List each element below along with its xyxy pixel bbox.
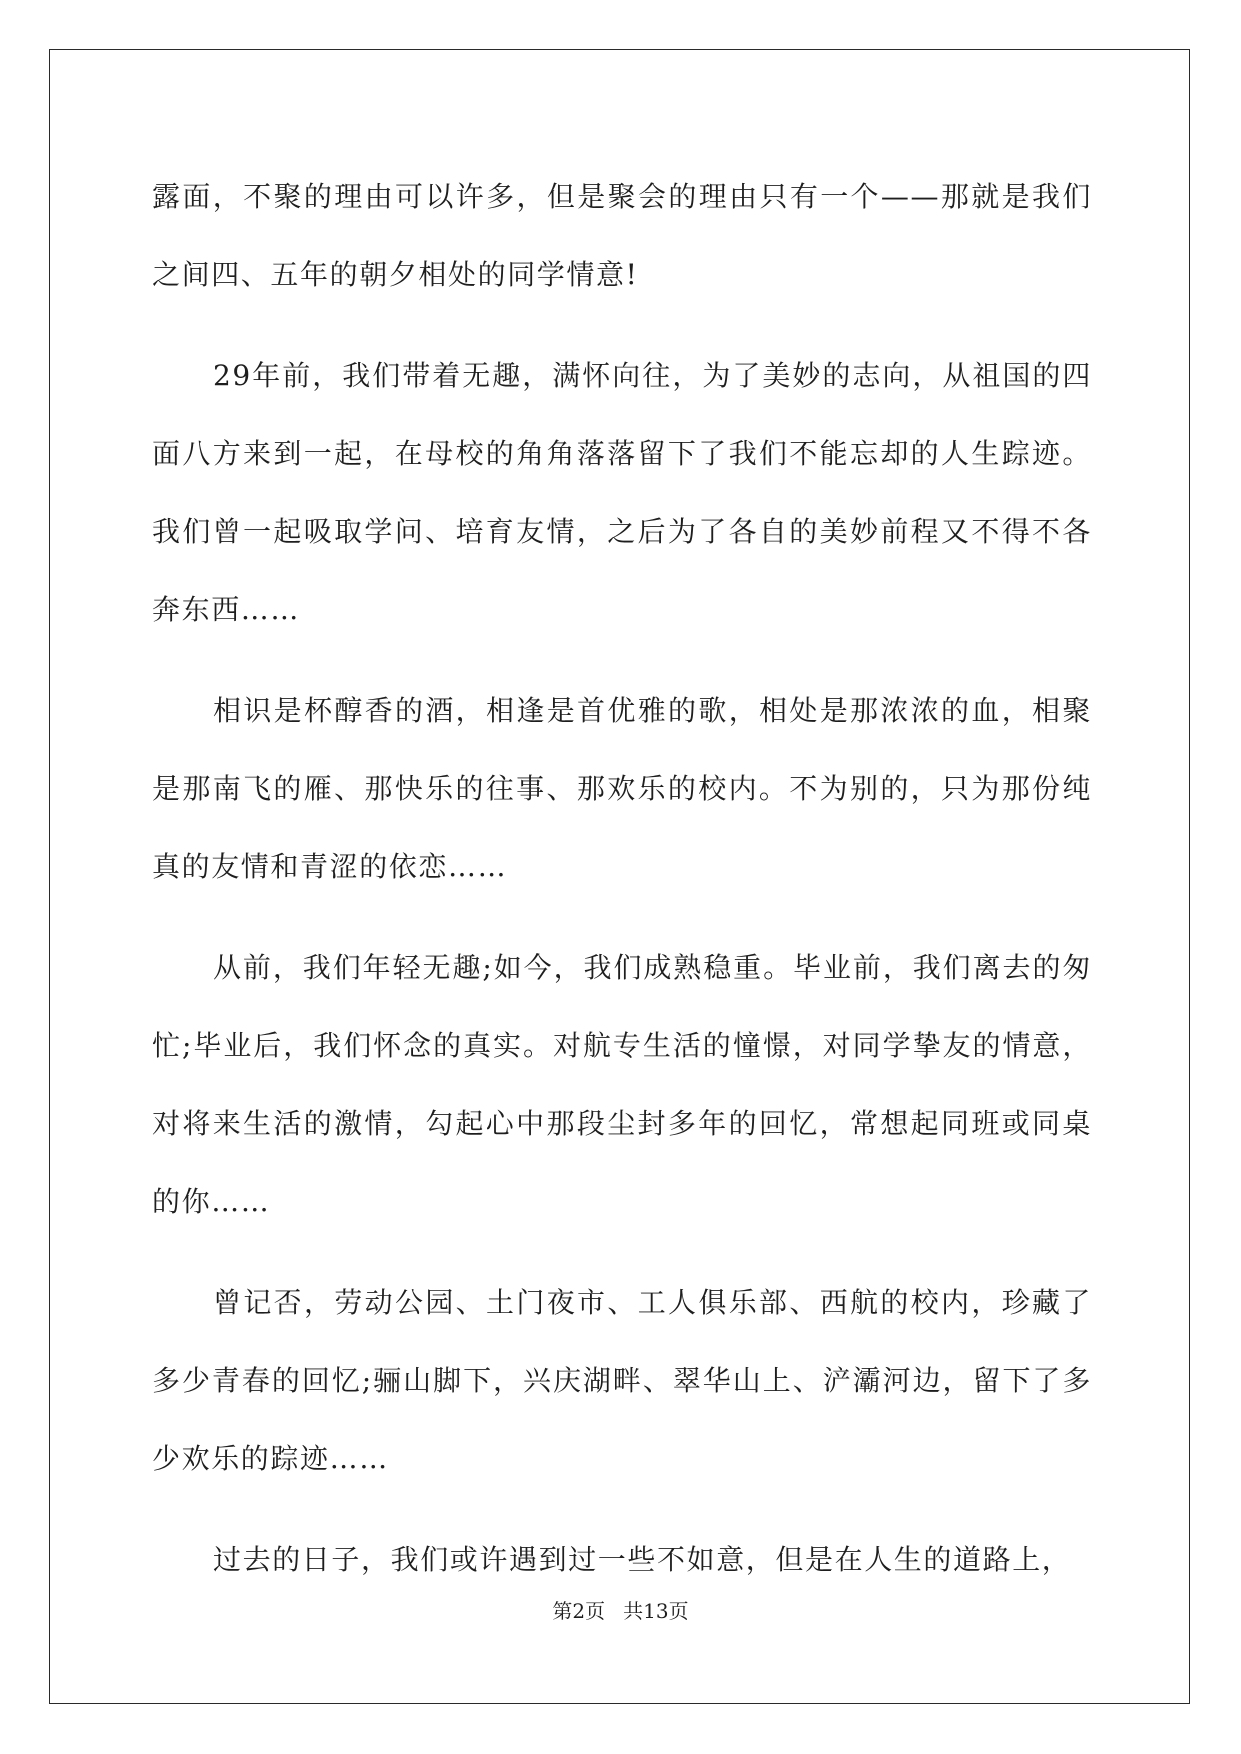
paragraph: 相识是杯醇香的酒，相逢是首优雅的歌，相处是那浓浓的血，相聚是那南飞的雁、那快乐的往事、那欢乐的校内。不为别的，只为那份纯真的友情和青涩的依恋…… [152,694,1092,883]
page-total: 共13页 [623,1599,689,1623]
paragraph: 过去的日子，我们或许遇到过一些不如意，但是在人生的道路上， [213,1543,1072,1576]
paragraph: 29年前，我们带着无趣，满怀向往，为了美妙的志向，从祖国的四面八方来到一起，在母校的角角落落留下了我们不能忘却的人生踪迹。我们曾一起吸取学问、培育友情，之后为了各自的美妙前程又不得不各奔东西…… [152,359,1092,626]
page-number: 第2页 [552,1599,606,1623]
page-footer [0,1595,1241,1624]
document-body [152,158,1092,1622]
paragraph: 露面，不聚的理由可以许多，但是聚会的理由只有一个——那就是我们之间四、五年的朝夕相处的同学情意! [152,180,1092,291]
paragraph: 曾记否，劳动公园、土门夜市、工人俱乐部、西航的校内，珍藏了多少青春的回忆;骊山脚下，兴庆湖畔、翠华山上、浐灞河边，留下了多少欢乐的踪迹…… [152,1286,1092,1475]
paragraph: 从前，我们年轻无趣;如今，我们成熟稳重。毕业前，我们离去的匆忙;毕业后，我们怀念的真实。对航专生活的憧憬，对同学挚友的情意，对将来生活的激情，勾起心中那段尘封多年的回忆，常想起同班或同桌的你…… [152,951,1092,1218]
